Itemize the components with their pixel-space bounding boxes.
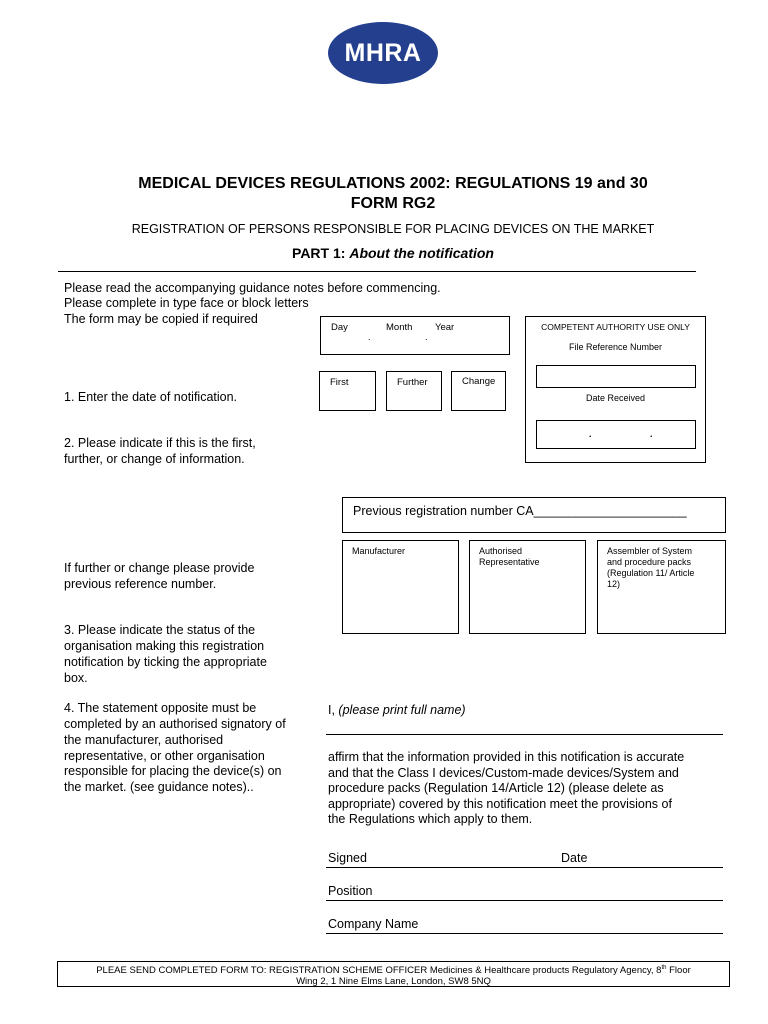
manufacturer-label: Manufacturer (352, 546, 406, 556)
full-name-label (328, 703, 466, 719)
change-label: Change (462, 376, 496, 387)
footer-line-1 (58, 963, 729, 976)
header-divider (58, 271, 696, 272)
assembler-label-line-3: (Regulation 11/ Article (607, 568, 695, 578)
form-subtitle: REGISTRATION OF PERSONS RESPONSIBLE FOR PLACING DEVICES ON THE MARKET (131, 222, 655, 236)
manufacturer-checkbox[interactable] (342, 540, 459, 634)
date-separator-1: . (368, 332, 371, 342)
year-label: Year (435, 322, 455, 333)
question-3-line-1: 3. Please indicate the status of the (64, 623, 256, 637)
assembler-label-line-1: Assembler of System (607, 546, 693, 556)
assembler-checkbox[interactable] (597, 540, 726, 634)
first-checkbox[interactable] (319, 371, 376, 411)
affirm-line-5: the Regulations which apply to them. (328, 812, 533, 826)
further-checkbox[interactable] (386, 371, 442, 411)
previous-registration-field[interactable] (342, 497, 726, 533)
affirm-line-3: procedure packs (Regulation 14/Article 12) (please delete as (328, 781, 664, 795)
mhra-logo (328, 22, 438, 84)
date-separator-2: . (425, 332, 428, 342)
company-name-label: Company Name (328, 917, 419, 931)
notification-date-box[interactable] (320, 316, 510, 355)
date-label: Date (561, 851, 588, 865)
form-title: MEDICAL DEVICES REGULATIONS 2002: REGULATIONS 19 and 30 (138, 175, 648, 192)
affirm-line-1: affirm that the information provided in this notification is accurate (328, 750, 685, 764)
change-checkbox[interactable] (451, 371, 506, 411)
footer-address-box (57, 961, 730, 987)
competent-authority-box (525, 316, 706, 463)
previous-registration-label: Previous registration number CA______________________ (353, 504, 687, 518)
question-4-line-5: responsible for placing the device(s) on (64, 764, 282, 778)
received-separator-2: . (650, 429, 653, 439)
further-label: Further (397, 377, 428, 388)
affirm-line-2: and that the Class I devices/Custom-made devices/System and (328, 766, 679, 780)
month-label: Month (386, 322, 413, 333)
position-line[interactable] (326, 900, 723, 901)
full-name-line[interactable] (326, 734, 723, 735)
name-prefix: I, (328, 703, 339, 717)
question-4-line-1: 4. The statement opposite must be (64, 701, 257, 715)
question-1: 1. Enter the date of notification. (64, 390, 238, 404)
further-question-line-1: If further or change please provide (64, 561, 255, 575)
day-label: Day (331, 322, 348, 333)
footer-line-1-text: PLEAE SEND COMPLETED FORM TO: REGISTRATION SCHEME OFFICER Medicines & Healthcare products Regulatory Agency, 8 (96, 965, 662, 977)
further-question-line-2: previous reference number. (64, 577, 217, 591)
file-reference-label: File Reference Number (568, 342, 663, 352)
intro-line-3: The form may be copied if required (64, 312, 258, 326)
logo-text: MHRA (344, 38, 422, 67)
name-hint: (please print full name) (338, 703, 466, 717)
question-3-line-4: box. (64, 671, 88, 685)
assembler-label-line-4: 12) (607, 579, 621, 589)
footer-superscript: th (661, 965, 667, 971)
affirm-line-4: appropriate) covered by this notification meet the provisions of (328, 797, 672, 811)
question-4-line-4: representative, or other organisation (64, 749, 265, 763)
competent-authority-heading: COMPETENT AUTHORITY USE ONLY (541, 322, 690, 332)
intro-line-1: Please read the accompanying guidance notes before commencing. (64, 281, 441, 295)
question-4-line-6: the market. (see guidance notes).. (64, 780, 254, 794)
question-3-line-2: organisation making this registration (64, 639, 265, 653)
footer-line-2: Wing 2, 1 Nine Elms Lane, London, SW8 5NQ (296, 976, 491, 988)
received-separator-1: . (589, 429, 592, 439)
authorised-label-line-1: Authorised (479, 546, 523, 556)
authorised-label-line-2: Representative (479, 557, 540, 567)
question-2-line-2: further, or change of information. (64, 452, 245, 466)
question-4-line-3: the manufacturer, authorised (64, 733, 224, 747)
date-received-label: Date Received (585, 393, 646, 403)
signed-line[interactable] (326, 867, 723, 868)
footer-line-1-end: Floor (666, 965, 691, 977)
question-2-line-1: 2. Please indicate if this is the first, (64, 436, 256, 450)
question-3-line-3: notification by ticking the appropriate (64, 655, 267, 669)
signed-label: Signed (328, 851, 367, 865)
position-label: Position (328, 884, 373, 898)
form-number: FORM RG2 (350, 195, 436, 212)
first-label: First (330, 377, 349, 388)
question-4-line-2: completed by an authorised signatory of (64, 717, 286, 731)
file-reference-field[interactable] (536, 365, 696, 388)
part-title: About the notification (349, 245, 494, 261)
part-prefix: PART 1: (292, 245, 350, 261)
date-received-field[interactable] (536, 420, 696, 449)
assembler-label-line-2: and procedure packs (607, 557, 692, 567)
authorised-representative-checkbox[interactable] (469, 540, 586, 634)
intro-line-2: Please complete in type face or block letters (64, 296, 309, 310)
company-name-line[interactable] (326, 933, 723, 934)
part-heading (0, 245, 768, 261)
